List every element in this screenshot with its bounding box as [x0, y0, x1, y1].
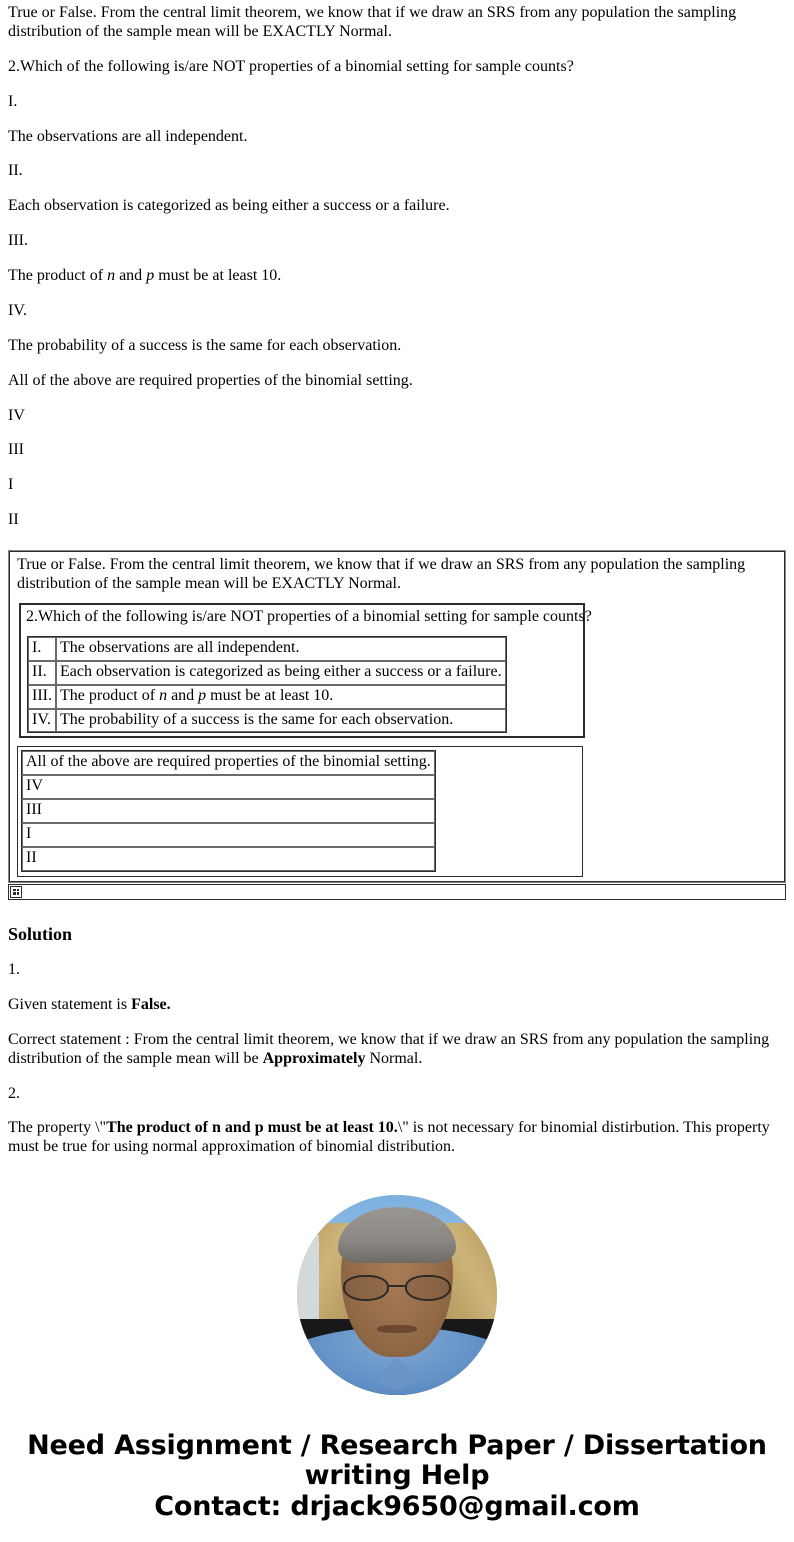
- paragraph-option-i-text: The observations are all independent.: [8, 127, 248, 145]
- option-text-i: The observations are all independent.: [56, 637, 506, 661]
- correct-statement-prefix: Correct statement : From the central limit theorem, we know that if we draw an SRS from any population the sampling distribution of the sample mean will be: [8, 1030, 770, 1067]
- list-item[interactable]: [22, 847, 435, 871]
- given-statement-prefix: Given statement is: [8, 995, 132, 1013]
- table-row[interactable]: [28, 709, 506, 733]
- option-number-iv: IV.: [28, 709, 56, 733]
- widget-answers-table: [21, 750, 436, 871]
- handle-dot: [13, 892, 16, 895]
- property-prefix: The property \": [8, 1119, 107, 1137]
- footer-line-1: Need Assignment / Research Paper / Dissertation: [27, 1430, 767, 1462]
- option-iii-cell-middle: and: [167, 686, 199, 704]
- option-iii-prefix: The product of: [8, 267, 108, 284]
- option-iii-cell-suffix: must be at least 10.: [206, 686, 334, 704]
- variable-n: n: [107, 267, 116, 284]
- widget-mid-cell: [20, 604, 592, 737]
- list-item[interactable]: [22, 751, 435, 775]
- paragraph-question-2: 2.Which of the following is/are NOT properties of a binomial setting for sample counts?: [8, 57, 574, 75]
- correct-statement-emphasis: Approximately: [262, 1049, 366, 1067]
- variable-n: n: [159, 686, 168, 704]
- widget-question-2-text: 2.Which of the following is/are NOT properties of a binomial setting for sample counts?: [26, 608, 592, 626]
- correct-statement-suffix: Normal.: [365, 1049, 423, 1067]
- option-text-iii: [56, 685, 506, 709]
- property-suffix: \" is not necessary for binomial distirbution. This property must be true for using normal approximation of binomial distribution.: [8, 1119, 770, 1156]
- answer-option-ii: II: [22, 847, 435, 871]
- paragraph-answer-iv: IV: [8, 406, 25, 424]
- given-statement-value: False.: [131, 995, 171, 1013]
- paragraph-answer-all-above: All of the above are required properties of the binomial setting.: [8, 371, 413, 389]
- widget-outer-cell: [9, 551, 785, 882]
- option-iii-middle: and: [115, 267, 147, 284]
- footer-line-3: Contact: drjack9650@gmail.com: [154, 1490, 640, 1522]
- avatar-container: [8, 1169, 786, 1395]
- solution-item-1-number: 1.: [8, 961, 20, 979]
- question-widget: [8, 550, 786, 900]
- widget-footer-strip: [8, 884, 786, 900]
- paragraph-answer-iii: III: [8, 441, 24, 459]
- solution-item-2-explanation: [8, 1115, 786, 1169]
- solution-item-1-correction: [8, 1027, 786, 1081]
- paragraph-option-iv-text: The probability of a success is the same for each observation.: [8, 336, 402, 354]
- paragraph-answer-i: I: [8, 476, 14, 494]
- table-row[interactable]: [28, 637, 506, 661]
- solution-item-2-number: 2.: [8, 1084, 20, 1102]
- footer-line-2: writing Help: [304, 1460, 490, 1492]
- widget-options-table: [27, 636, 507, 734]
- answer-option-i: I: [22, 823, 435, 847]
- paragraph-roman-iv: IV.: [8, 301, 27, 319]
- option-number-i: I.: [28, 637, 56, 661]
- widget-outer-table: [8, 550, 786, 883]
- paragraph-option-ii-text: Each observation is categorized as being either a success or a failure.: [8, 197, 450, 215]
- table-row[interactable]: [28, 661, 506, 685]
- option-iii-suffix: must be at least 10.: [154, 267, 282, 284]
- paragraph-option-iii-text: [8, 263, 786, 298]
- avatar: [297, 1195, 497, 1395]
- answer-option-iv: IV: [22, 775, 435, 799]
- paragraph-roman-i: I.: [8, 92, 18, 110]
- avatar-wall-left: [297, 1235, 319, 1327]
- solution-item-1-statement: [8, 992, 786, 1027]
- avatar-lens-left: [343, 1275, 389, 1301]
- option-number-iii: III.: [28, 685, 56, 709]
- paragraph-roman-iii: III.: [8, 232, 28, 250]
- paragraph-question-1: True or False. From the central limit theorem, we know that if we draw an SRS from any population the sampling distribution of the sample mean will be EXACTLY Normal.: [8, 4, 737, 40]
- answer-option-iii: III: [22, 799, 435, 823]
- variable-p: p: [198, 686, 207, 704]
- avatar-lens-right: [405, 1275, 451, 1301]
- widget-question-1-text: True or False. From the central limit theorem, we know that if we draw an SRS from any population the sampling distribution of the sample mean will be EXACTLY Normal.: [17, 556, 746, 592]
- footer-promo: [8, 1395, 786, 1542]
- table-row[interactable]: [28, 685, 506, 709]
- avatar-glasses-bridge: [388, 1285, 405, 1287]
- handle-dot: [17, 892, 20, 895]
- glasses-icon: [343, 1275, 451, 1301]
- widget-mid-table: [19, 603, 592, 738]
- handle-dot: [13, 889, 16, 892]
- handle-dot: [17, 889, 20, 892]
- avatar-mouth: [377, 1325, 417, 1333]
- list-item[interactable]: [22, 775, 435, 799]
- property-quoted-text: The product of n and p must be at least 10.: [106, 1119, 398, 1137]
- paragraph-roman-ii: II.: [8, 162, 23, 180]
- grid-handle-icon[interactable]: [10, 886, 22, 898]
- option-text-ii: Each observation is categorized as being either a success or a failure.: [56, 661, 506, 685]
- option-iii-cell-prefix: The product of: [59, 686, 160, 704]
- answer-option-all-above: All of the above are required properties of the binomial setting.: [22, 751, 435, 775]
- list-item[interactable]: [22, 823, 435, 847]
- widget-answers-container: [17, 746, 583, 876]
- option-text-iv: The probability of a success is the same for each observation.: [56, 709, 506, 733]
- variable-p: p: [146, 267, 155, 284]
- paragraph-answer-ii: II: [8, 511, 19, 529]
- option-number-ii: II.: [28, 661, 56, 685]
- list-item[interactable]: [22, 799, 435, 823]
- solution-heading: Solution: [8, 923, 73, 944]
